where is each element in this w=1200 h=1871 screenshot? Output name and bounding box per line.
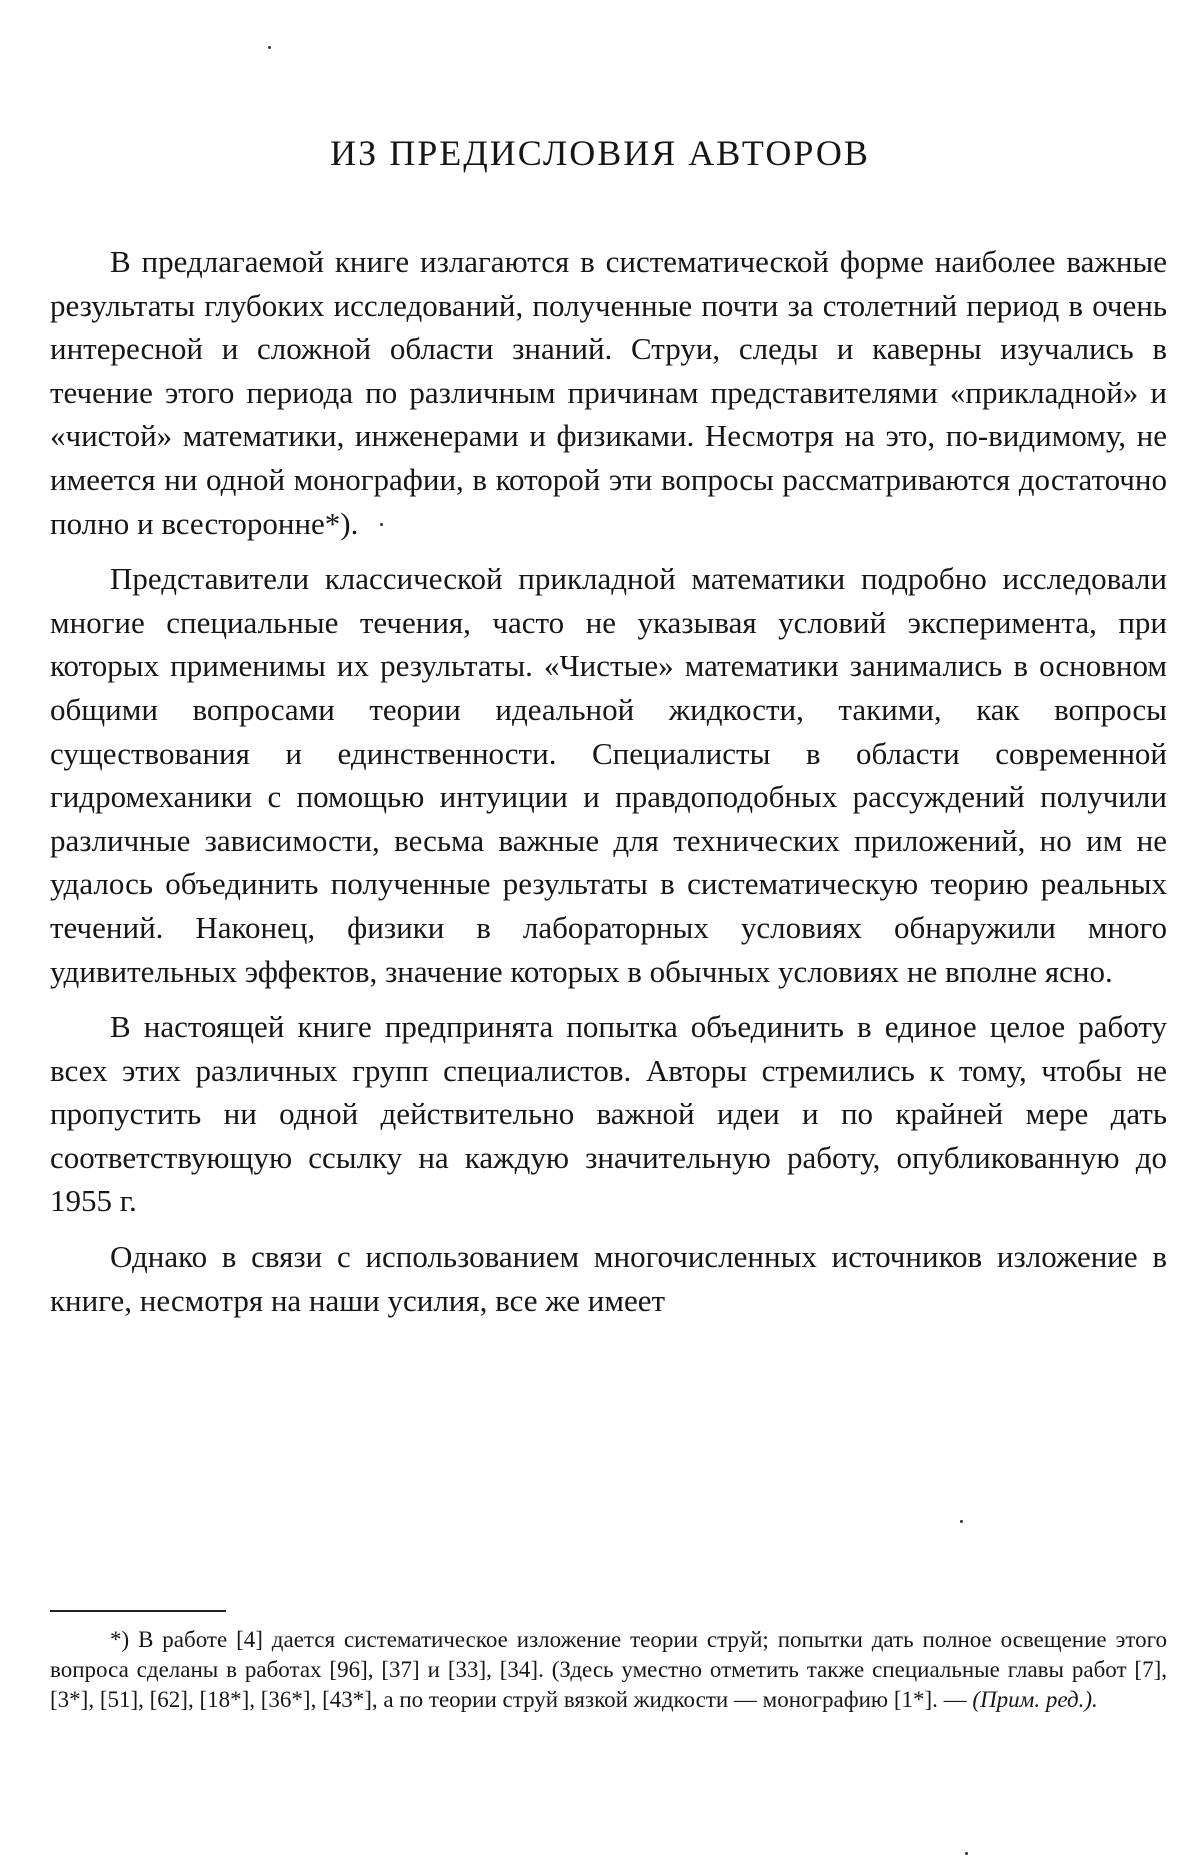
paragraph: Представители классической прикладной математики подробно исследовали многие специальные течения, часто не указывая условий эксперимента, при которых применимы их результаты. «Чистые» математики занимались в основном общими вопросами теории идеальной жидкости, такими, как вопросы существования и единственности. Специалисты в области современной гидромеханики с помощью интуиции и правдоподобных рассуждений получили различные зависимости, весьма важные для технических приложений, но им не удалось объединить полученные результаты в систематическую теорию реальных течений. Наконец, физики в лабораторных условиях обнаружили много удивительных эффектов, значение которых в обычных условиях не вполне ясно. [50, 561, 1167, 989]
print-speck [960, 1520, 963, 1523]
main-text [50, 240, 1167, 1334]
print-speck [268, 46, 271, 49]
page-title: ИЗ ПРЕДИСЛОВИЯ АВТОРОВ [330, 133, 870, 173]
print-speck [965, 1852, 968, 1855]
footnote [50, 1625, 1167, 1715]
paragraph: В предлагаемой книге излагаются в систематической форме наиболее важные результаты глубоких исследований, полученные почти за столетний период в очень интересной и сложной области знаний. Струи, следы и каверны изучались в течение этого периода по различным причинам представителями «прикладной» и «чистой» математики, инженерами и физиками. Несмотря на это, по-видимому, не имеется ни одной монографии, в которой эти вопросы рассматриваются достаточно полно и всесторонне*). [50, 244, 1167, 541]
editor-note: (Прим. ред.). [972, 1687, 1098, 1712]
footnote-text: *) В работе [4] дается систематическое изложение теории струй; попытки дать полное освещение этого вопроса сделаны в работах [96], [37] и [33], [34]. (Здесь уместно отметить также специальные главы работ [7], [3*], [51], [62], [18*], [36*], [43*], а по теории струй вязкой жидкости — монографию [1*]. — [50, 1627, 1167, 1712]
footnote-divider [50, 1610, 226, 1612]
paragraph: Однако в связи с использованием многочисленных источников изложение в книге, несмотря на наши усилия, все же имеет [50, 1239, 1167, 1318]
paragraph: В настоящей книге предпринята попытка объединить в единое целое работу всех этих различных групп специалистов. Авторы стремились к тому, чтобы не пропустить ни одной действительно важной идеи и по крайней мере дать соответствующую ссылку на каждую значительную работу, опубликованную до 1955 г. [50, 1009, 1167, 1219]
